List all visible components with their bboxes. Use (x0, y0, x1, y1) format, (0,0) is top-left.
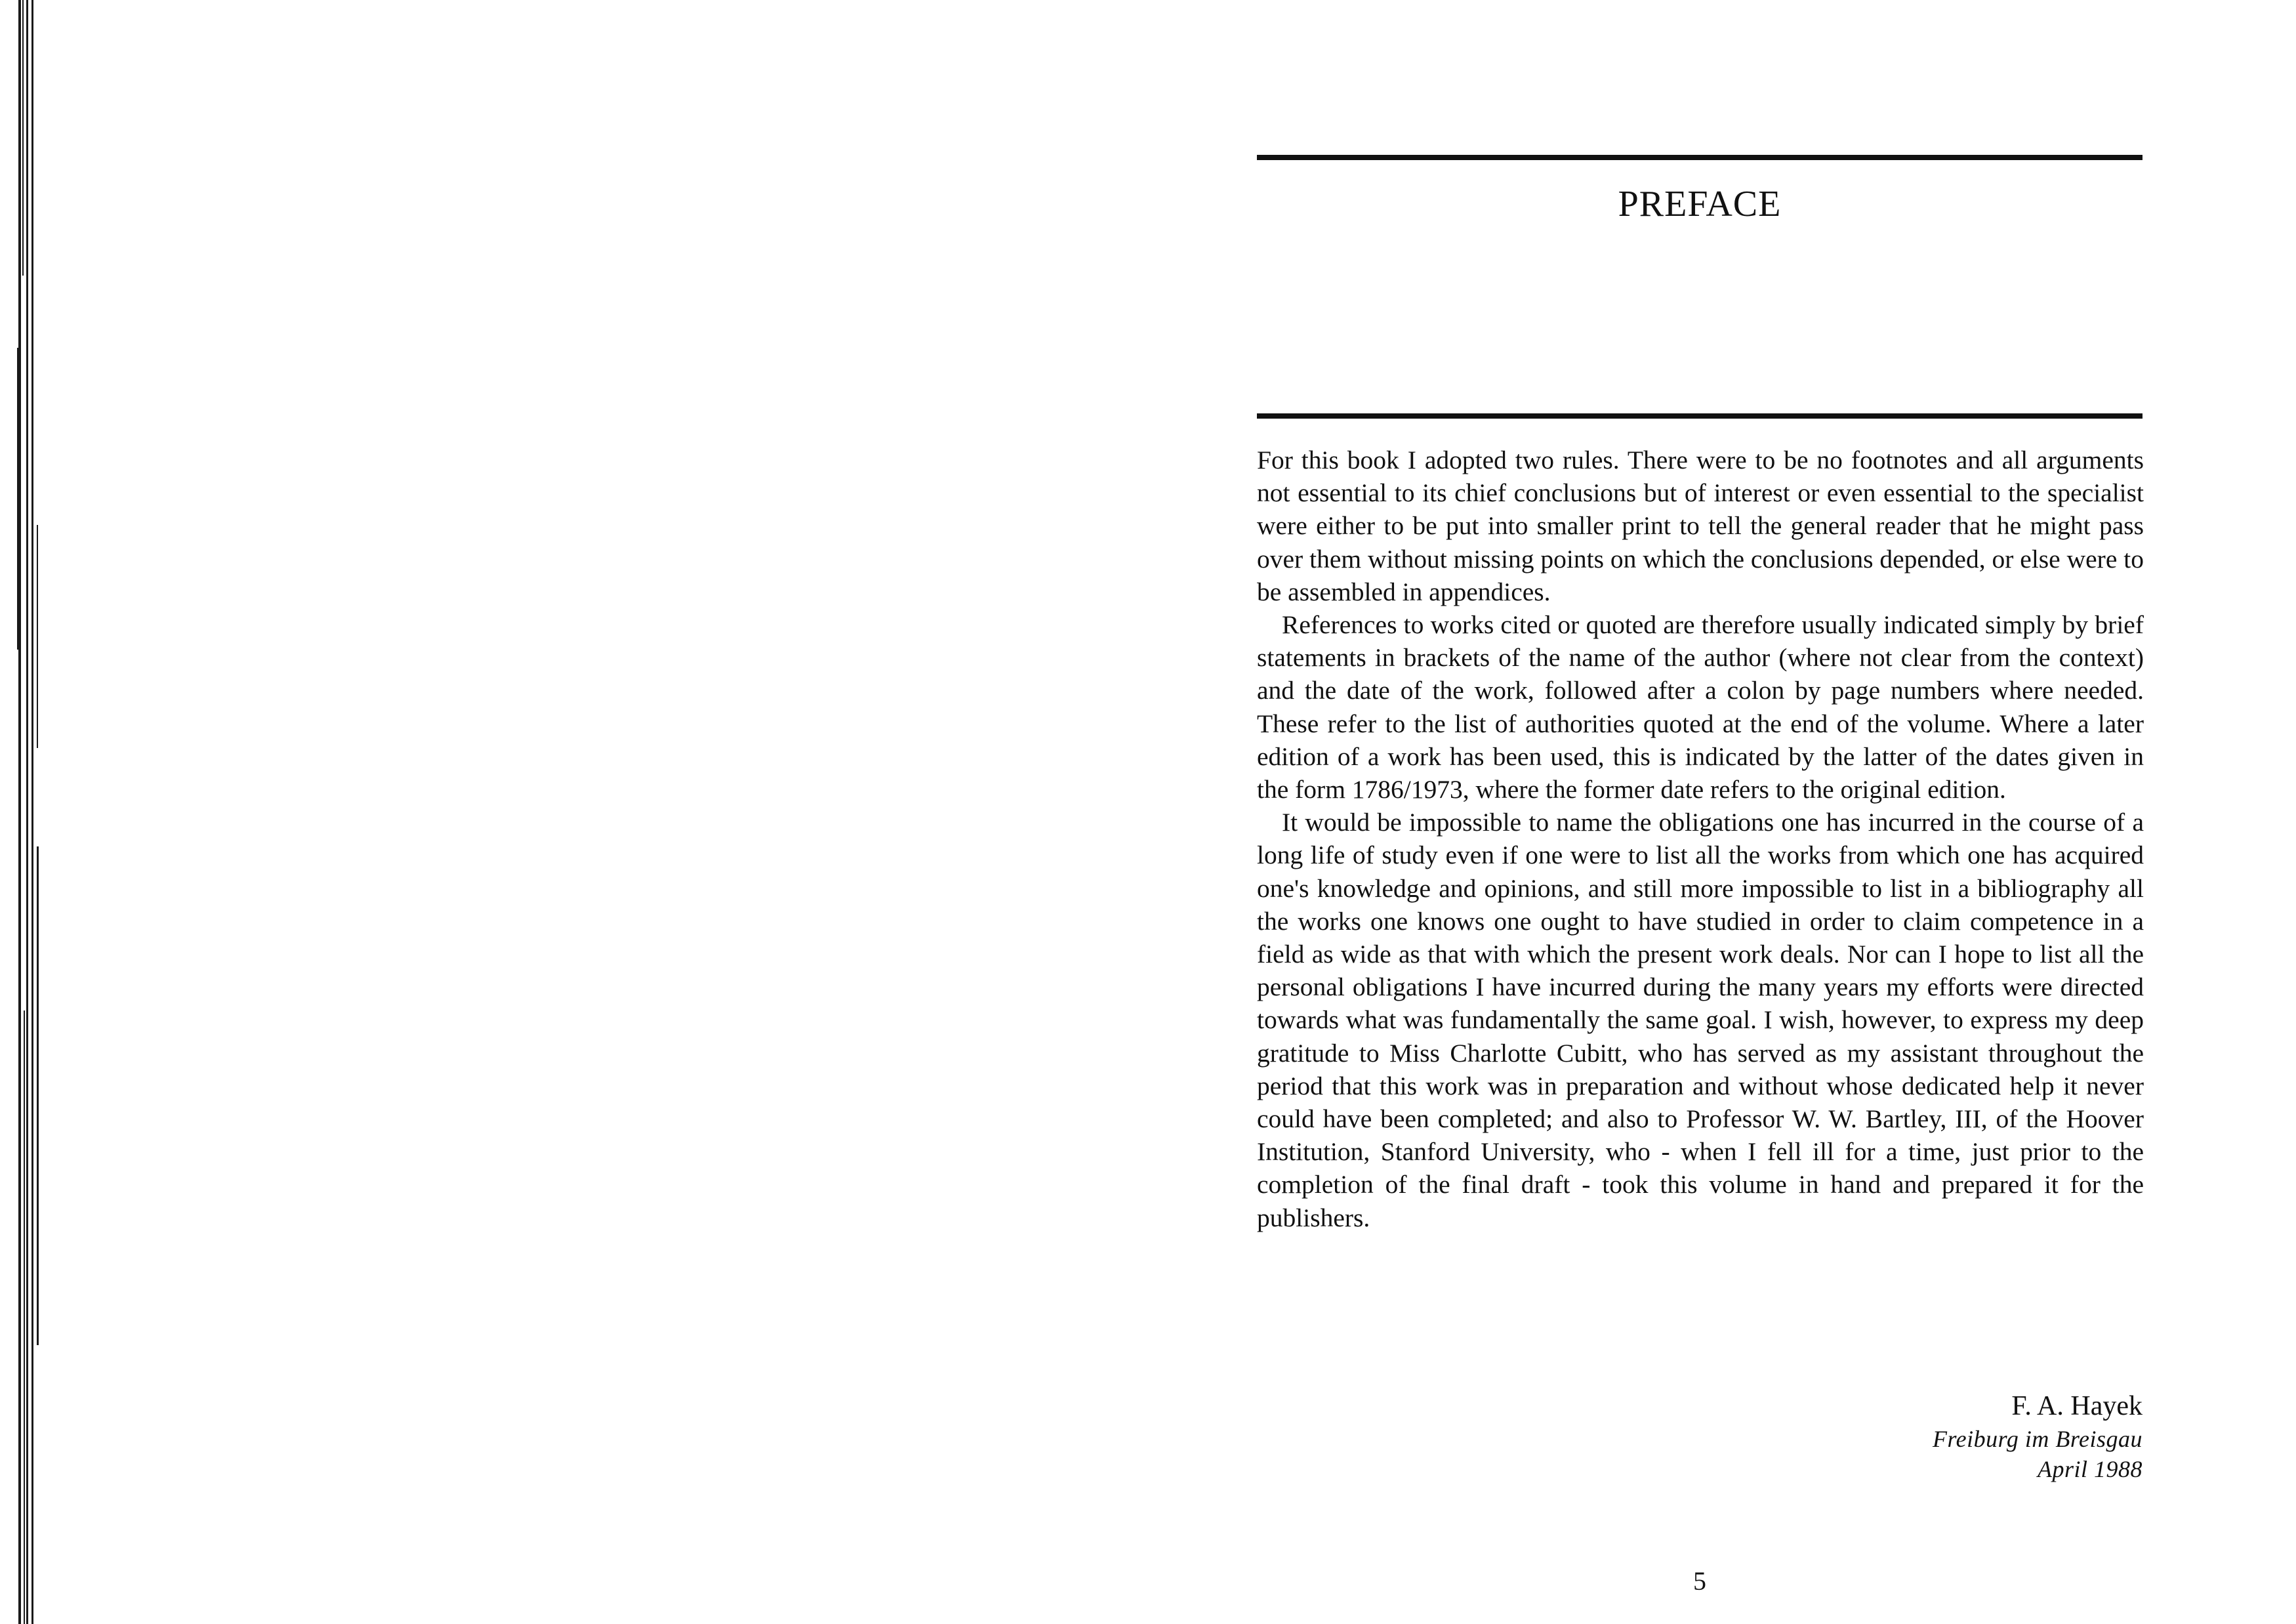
binding-edge-line (18, 0, 21, 1624)
signature-date: April 1988 (2037, 1456, 2142, 1482)
page-number: 5 (1693, 1566, 1706, 1596)
page-title: PREFACE (1618, 184, 1782, 224)
signature-block (1683, 1388, 2142, 1484)
preface-paragraph: For this book I adopted two rules. There were to be no footnotes and all arguments not essential to its chief conclusions but of interest or even essential to the specialist were either to be put into smaller print to tell the general reader that he might pass over them without missing points on which the conclusions depended, or else were to be assembled in appendices. (1257, 446, 2144, 606)
binding-edge-line (24, 1010, 25, 1624)
author-name: F. A. Hayek (2011, 1391, 2142, 1421)
signature-place: Freiburg im Breisgau (1933, 1426, 2142, 1452)
binding-edge-line (37, 846, 39, 1345)
book-page (1257, 0, 2142, 1624)
preface-paragraph: References to works cited or quoted are therefore usually indicated simply by brief statements in brackets of the name of the author (where not clear from the context) and the date of the work, followed after a colon by page numbers where needed. These refer to the list of authorities quoted at the end of the volume. Where a later edition of a work has been used, this is indicated by the latter of the dates given in the form 1786/1973, where the former date refers to the original edition. (1257, 610, 2144, 804)
binding-edge-line (17, 348, 19, 650)
binding-edge-line (37, 525, 38, 748)
binding-edge-line (22, 0, 24, 276)
top-rule (1257, 155, 2142, 160)
preface-paragraph: It would be impossible to name the obligations one has incurred in the course of a long life of study even if one were to list all the works from which one has acquired one's knowledge and opinions, and still more impossible to list in a bibliography all the works one knows one ought to have studied in order to claim competence in a field as wide as that with which the present work deals. Nor can I hope to list all the personal obligations I have incurred during the many years my efforts were directed towards what was fundamentally the same goal. I wish, however, to express my deep gratitude to Miss Charlotte Cubitt, who has served as my assistant throughout the period that this work was in preparation and without whose dedicated help it never could have been completed; and also to Professor W. W. Bartley, III, of the Hoover Institution, Stanford University, who - when I fell ill for a time, just prior to the completion of the final draft - took this volume in hand and prepared it for the publishers. (1257, 808, 2144, 1232)
binding-edge-line (26, 0, 28, 1624)
preface-body (1257, 444, 2144, 1234)
binding-edge-line (31, 0, 33, 1624)
title-bottom-rule (1257, 413, 2142, 419)
